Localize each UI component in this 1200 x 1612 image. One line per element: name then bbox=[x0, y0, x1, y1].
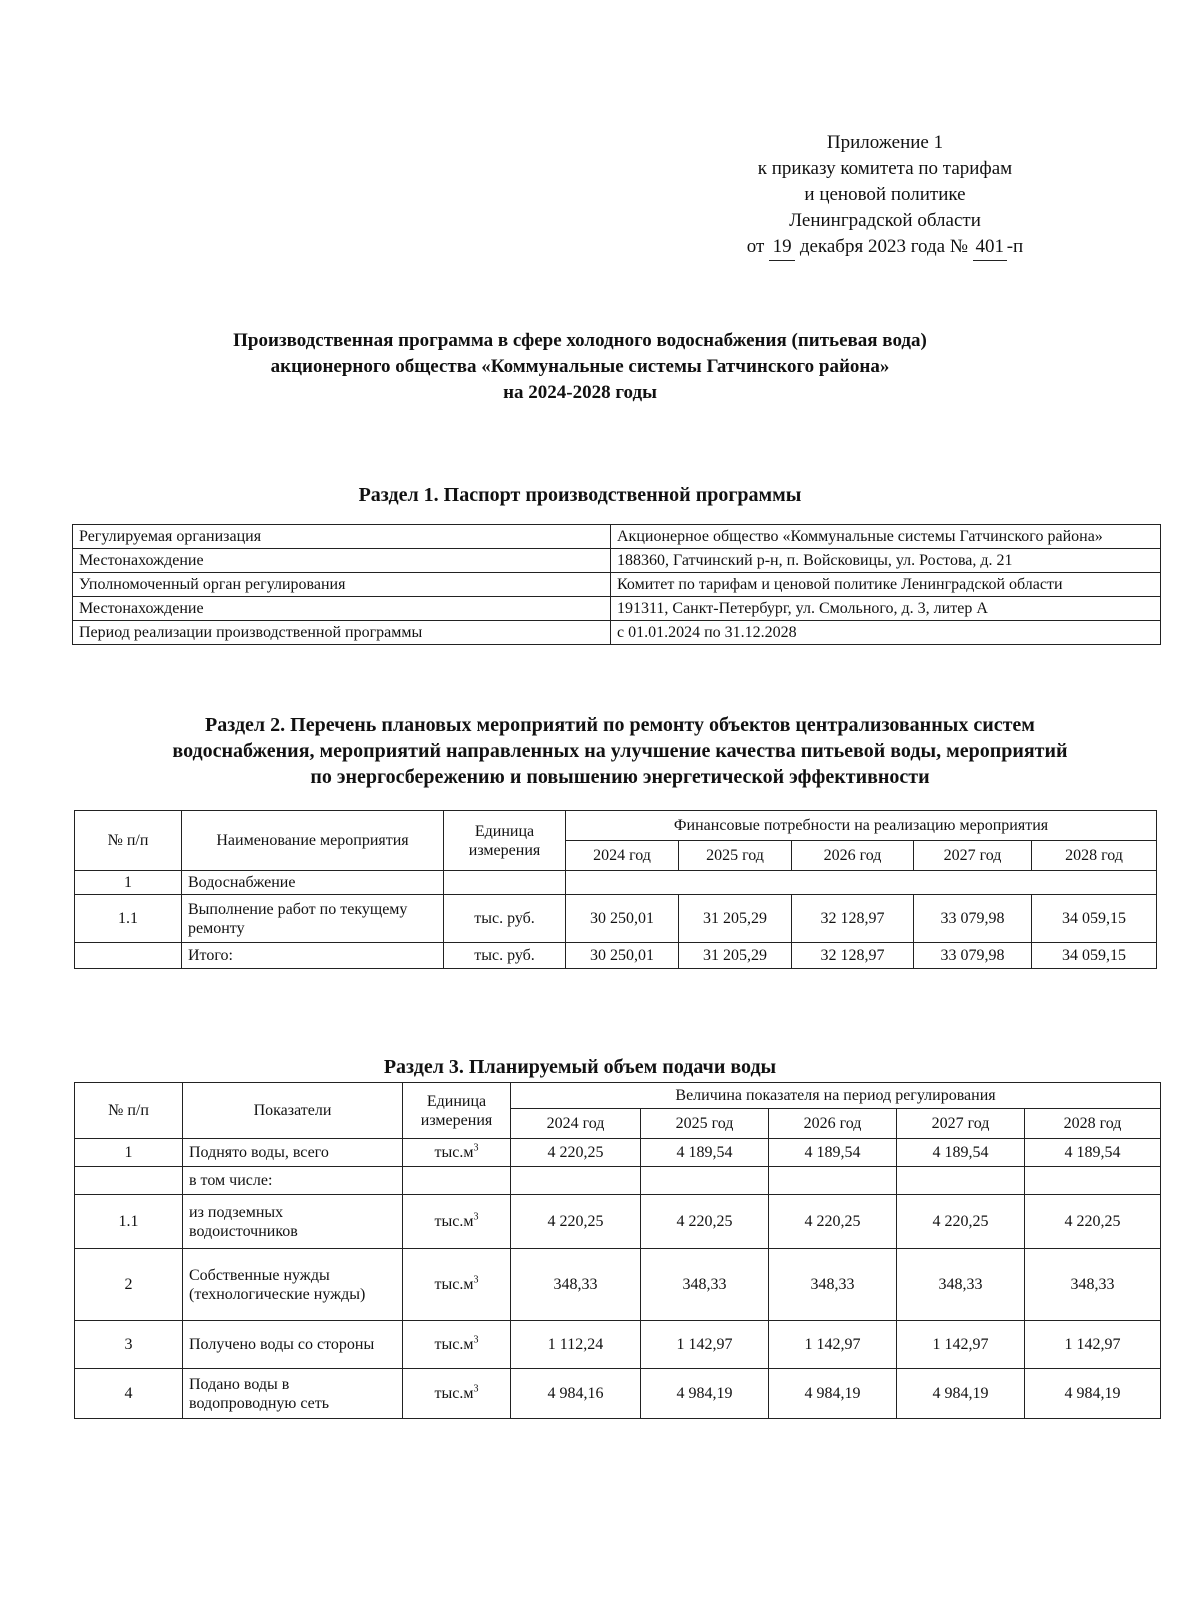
s3-header-num: № п/п bbox=[75, 1083, 183, 1139]
table-row bbox=[75, 1321, 1161, 1369]
value-cell bbox=[641, 1167, 769, 1195]
row-num bbox=[75, 1167, 183, 1195]
measure-name: Выполнение работ по текущему ремонту bbox=[182, 895, 444, 943]
s3-year-header: 2027 год bbox=[897, 1109, 1025, 1139]
s2-header-name: Наименование мероприятия bbox=[182, 811, 444, 871]
value-cell: 4 984,19 bbox=[897, 1369, 1025, 1419]
row-unit: тыс. руб. bbox=[444, 895, 566, 943]
value-cell: 4 189,54 bbox=[769, 1139, 897, 1167]
section2-title bbox=[70, 712, 1170, 790]
s2-year-header: 2028 год bbox=[1032, 841, 1157, 871]
value-cell: 32 128,97 bbox=[792, 943, 914, 969]
table-row bbox=[75, 895, 1157, 943]
row-unit bbox=[403, 1369, 511, 1419]
section2-title-line-3: по энергосбережению и повышению энергетической эффективности bbox=[310, 766, 930, 788]
value-cell: 4 220,25 bbox=[641, 1195, 769, 1249]
measures-table bbox=[74, 810, 1157, 969]
s2-year-header: 2024 год bbox=[566, 841, 679, 871]
value-cell: 33 079,98 bbox=[914, 895, 1032, 943]
s3-header-unit: Единица измерения bbox=[403, 1083, 511, 1139]
unit-exponent: 3 bbox=[473, 1211, 479, 1223]
s2-header-unit: Единица измерения bbox=[444, 811, 566, 871]
value-cell: 1 142,97 bbox=[897, 1321, 1025, 1369]
measure-name: Итого: bbox=[182, 943, 444, 969]
water-volume-table bbox=[74, 1082, 1161, 1419]
row-unit bbox=[403, 1321, 511, 1369]
indicator-name: Подано воды в водопроводную сеть bbox=[183, 1369, 403, 1419]
unit-exponent: 3 bbox=[473, 1383, 479, 1395]
value-cell: 4 220,25 bbox=[1025, 1195, 1161, 1249]
table-row bbox=[75, 1249, 1161, 1321]
annex-header bbox=[700, 130, 1070, 261]
value-cell: 34 059,15 bbox=[1032, 943, 1157, 969]
value-cell: 4 984,19 bbox=[769, 1369, 897, 1419]
value-cell: 4 984,16 bbox=[511, 1369, 641, 1419]
value-cell: 30 250,01 bbox=[566, 895, 679, 943]
row-num: 2 bbox=[75, 1249, 183, 1321]
value-cell: 4 220,25 bbox=[511, 1195, 641, 1249]
unit-base: тыс.м bbox=[434, 1276, 474, 1293]
indicator-name: в том числе: bbox=[183, 1167, 403, 1195]
value-cell: 4 189,54 bbox=[641, 1139, 769, 1167]
row-num bbox=[75, 943, 182, 969]
value-cell: 1 112,24 bbox=[511, 1321, 641, 1369]
value-cell: 31 205,29 bbox=[679, 943, 792, 969]
annex-line-3: и ценовой политике bbox=[804, 184, 966, 205]
unit-base: тыс.м bbox=[434, 1144, 474, 1161]
passport-value: Акционерное общество «Коммунальные системы Гатчинского района» bbox=[611, 525, 1161, 549]
value-cell: 33 079,98 bbox=[914, 943, 1032, 969]
row-unit bbox=[403, 1167, 511, 1195]
value-cell: 4 984,19 bbox=[1025, 1369, 1161, 1419]
unit-exponent: 3 bbox=[473, 1142, 479, 1154]
table-row bbox=[73, 621, 1161, 645]
row-num: 1 bbox=[75, 1139, 183, 1167]
s2-year-header: 2025 год bbox=[679, 841, 792, 871]
value-cell: 32 128,97 bbox=[792, 895, 914, 943]
value-cell: 348,33 bbox=[769, 1249, 897, 1321]
section2-title-line-2: водоснабжения, мероприятий направленных на улучшение качества питьевой воды, мероприятий bbox=[172, 740, 1068, 762]
passport-label: Период реализации производственной программы bbox=[73, 621, 611, 645]
s2-year-header: 2026 год bbox=[792, 841, 914, 871]
value-cell bbox=[769, 1167, 897, 1195]
unit-base: тыс.м bbox=[434, 1385, 474, 1402]
row-num: 1.1 bbox=[75, 1195, 183, 1249]
passport-table bbox=[72, 524, 1161, 645]
s3-header-name: Показатели bbox=[183, 1083, 403, 1139]
value-cell: 348,33 bbox=[897, 1249, 1025, 1321]
value-cell: 348,33 bbox=[1025, 1249, 1161, 1321]
table-row bbox=[75, 943, 1157, 969]
row-num: 4 bbox=[75, 1369, 183, 1419]
date-middle: декабря 2023 года № bbox=[799, 236, 968, 257]
passport-value: 191311, Санкт-Петербург, ул. Смольного, д. 3, литер А bbox=[611, 597, 1161, 621]
document-title bbox=[80, 328, 1080, 406]
title-line-2: акционерного общества «Коммунальные системы Гатчинского района» bbox=[270, 356, 890, 377]
row-num: 3 bbox=[75, 1321, 183, 1369]
value-cell bbox=[897, 1167, 1025, 1195]
title-line-3: на 2024-2028 годы bbox=[503, 382, 657, 403]
annex-line-4: Ленинградской области bbox=[789, 210, 981, 231]
passport-label: Уполномоченный орган регулирования bbox=[73, 573, 611, 597]
unit-base: тыс.м bbox=[434, 1213, 474, 1230]
s3-year-header: 2024 год bbox=[511, 1109, 641, 1139]
table-row bbox=[73, 573, 1161, 597]
indicator-name: Получено воды со стороны bbox=[183, 1321, 403, 1369]
row-unit: тыс. руб. bbox=[444, 943, 566, 969]
table-row bbox=[75, 1195, 1161, 1249]
value-cell: 34 059,15 bbox=[1032, 895, 1157, 943]
value-cell: 1 142,97 bbox=[769, 1321, 897, 1369]
table-row bbox=[73, 597, 1161, 621]
measure-name: Водоснабжение bbox=[182, 871, 444, 895]
passport-value: 188360, Гатчинский р-н, п. Войсковицы, ул. Ростова, д. 21 bbox=[611, 549, 1161, 573]
value-cell: 30 250,01 bbox=[566, 943, 679, 969]
passport-label: Местонахождение bbox=[73, 549, 611, 573]
annex-date-line bbox=[700, 234, 1070, 261]
section3-title: Раздел 3. Планируемый объем подачи воды bbox=[383, 1056, 777, 1078]
date-day: 19 bbox=[769, 234, 795, 261]
s3-header-value: Величина показателя на период регулирования bbox=[511, 1083, 1161, 1109]
section1-title: Раздел 1. Паспорт производственной программы bbox=[358, 484, 802, 506]
passport-value: с 01.01.2024 по 31.12.2028 bbox=[611, 621, 1161, 645]
value-cell bbox=[511, 1167, 641, 1195]
table-row bbox=[75, 871, 1157, 895]
value-cell: 4 220,25 bbox=[769, 1195, 897, 1249]
table-row bbox=[73, 549, 1161, 573]
table-row bbox=[75, 1167, 1161, 1195]
order-number: 401 bbox=[973, 234, 1007, 261]
passport-label: Регулируемая организация bbox=[73, 525, 611, 549]
row-unit bbox=[444, 871, 566, 895]
value-cell bbox=[1025, 1167, 1161, 1195]
date-prefix: от bbox=[746, 236, 765, 257]
unit-base: тыс.м bbox=[434, 1336, 474, 1353]
value-cell: 4 220,25 bbox=[511, 1139, 641, 1167]
indicator-name: Собственные нужды (технологические нужды) bbox=[183, 1249, 403, 1321]
section2-title-line-1: Раздел 2. Перечень плановых мероприятий по ремонту объектов централизованных систем bbox=[205, 714, 1035, 736]
table-row bbox=[75, 1369, 1161, 1419]
indicator-name: Поднято воды, всего bbox=[183, 1139, 403, 1167]
value-cell: 4 189,54 bbox=[897, 1139, 1025, 1167]
table-row bbox=[75, 1139, 1161, 1167]
row-unit bbox=[403, 1139, 511, 1167]
annex-line-2: к приказу комитета по тарифам bbox=[757, 158, 1013, 179]
row-num: 1 bbox=[75, 871, 182, 895]
value-cell: 1 142,97 bbox=[641, 1321, 769, 1369]
s2-header-finance: Финансовые потребности на реализацию мероприятия bbox=[566, 811, 1157, 841]
empty-cell bbox=[566, 871, 1157, 895]
value-cell: 4 984,19 bbox=[641, 1369, 769, 1419]
s3-year-header: 2028 год bbox=[1025, 1109, 1161, 1139]
value-cell: 1 142,97 bbox=[1025, 1321, 1161, 1369]
s2-header-num: № п/п bbox=[75, 811, 182, 871]
value-cell: 31 205,29 bbox=[679, 895, 792, 943]
s2-year-header: 2027 год bbox=[914, 841, 1032, 871]
value-cell: 4 220,25 bbox=[897, 1195, 1025, 1249]
table-row bbox=[73, 525, 1161, 549]
s3-year-header: 2025 год bbox=[641, 1109, 769, 1139]
row-unit bbox=[403, 1195, 511, 1249]
unit-exponent: 3 bbox=[473, 1334, 479, 1346]
indicator-name: из подземных водоисточников bbox=[183, 1195, 403, 1249]
row-num: 1.1 bbox=[75, 895, 182, 943]
unit-exponent: 3 bbox=[473, 1274, 479, 1286]
value-cell: 4 189,54 bbox=[1025, 1139, 1161, 1167]
value-cell: 348,33 bbox=[641, 1249, 769, 1321]
s3-year-header: 2026 год bbox=[769, 1109, 897, 1139]
annex-line-1: Приложение 1 bbox=[826, 132, 944, 153]
date-suffix: -п bbox=[1006, 236, 1024, 257]
passport-label: Местонахождение bbox=[73, 597, 611, 621]
value-cell: 348,33 bbox=[511, 1249, 641, 1321]
row-unit bbox=[403, 1249, 511, 1321]
passport-value: Комитет по тарифам и ценовой политике Ленинградской области bbox=[611, 573, 1161, 597]
title-line-1: Производственная программа в сфере холодного водоснабжения (питьевая вода) bbox=[233, 330, 927, 351]
